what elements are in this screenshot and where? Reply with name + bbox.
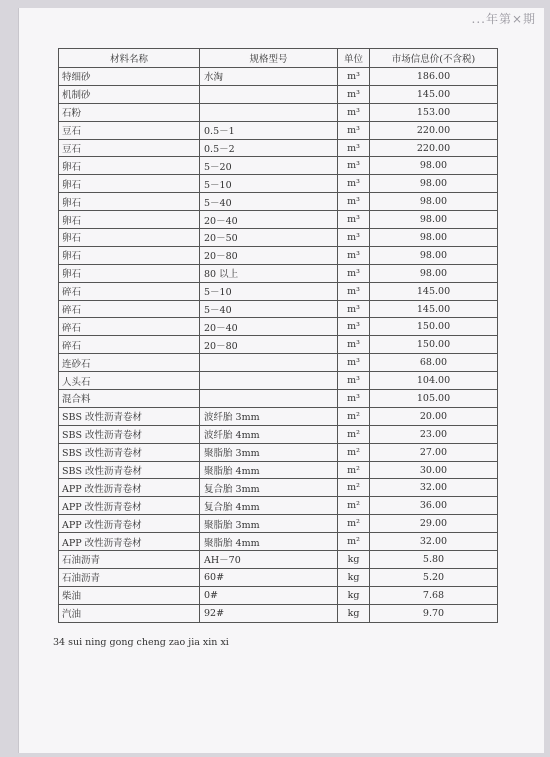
- cell-material-name: APP 改性沥青卷材: [59, 515, 200, 533]
- cell-material-name: 卵石: [59, 229, 200, 247]
- table-row: [59, 407, 498, 425]
- cell-unit: m³: [338, 85, 370, 103]
- header-unit: 单位: [338, 49, 370, 68]
- table-row: [59, 264, 498, 282]
- table-row: [59, 461, 498, 479]
- cell-price: 145.00: [370, 300, 498, 318]
- table-row: [59, 282, 498, 300]
- cell-spec: 聚脂胎 3mm: [200, 515, 338, 533]
- cell-unit: m³: [338, 282, 370, 300]
- cell-price: 98.00: [370, 193, 498, 211]
- cell-price: 98.00: [370, 157, 498, 175]
- cell-unit: m³: [338, 336, 370, 354]
- table-row: [59, 479, 498, 497]
- cell-price: 145.00: [370, 85, 498, 103]
- cell-price: 30.00: [370, 461, 498, 479]
- cell-unit: m²: [338, 515, 370, 533]
- header-mark: ...年第×期: [471, 12, 536, 26]
- cell-material-name: SBS 改性沥青卷材: [59, 425, 200, 443]
- cell-spec: [200, 85, 338, 103]
- cell-spec: 20－80: [200, 336, 338, 354]
- table-row: [59, 533, 498, 551]
- cell-spec: 5－40: [200, 193, 338, 211]
- cell-unit: m³: [338, 157, 370, 175]
- table-row: [59, 497, 498, 515]
- table-row: [59, 586, 498, 604]
- cell-unit: m³: [338, 390, 370, 408]
- table-row: [59, 604, 498, 622]
- cell-spec: 20－40: [200, 211, 338, 229]
- cell-material-name: 豆石: [59, 121, 200, 139]
- table-row: [59, 193, 498, 211]
- cell-price: 68.00: [370, 354, 498, 372]
- cell-price: 220.00: [370, 121, 498, 139]
- cell-unit: m³: [338, 103, 370, 121]
- cell-material-name: 碎石: [59, 336, 200, 354]
- cell-price: 104.00: [370, 372, 498, 390]
- cell-material-name: 汽油: [59, 604, 200, 622]
- cell-unit: kg: [338, 586, 370, 604]
- cell-spec: 20－80: [200, 246, 338, 264]
- table-row: [59, 354, 498, 372]
- cell-material-name: 卵石: [59, 175, 200, 193]
- header-price: 市场信息价(不含税): [370, 49, 498, 68]
- cell-material-name: 卵石: [59, 264, 200, 282]
- cell-material-name: 机制砂: [59, 85, 200, 103]
- cell-material-name: 卵石: [59, 193, 200, 211]
- cell-material-name: APP 改性沥青卷材: [59, 479, 200, 497]
- cell-unit: m³: [338, 372, 370, 390]
- cell-material-name: SBS 改性沥青卷材: [59, 443, 200, 461]
- cell-unit: m³: [338, 246, 370, 264]
- table-row: [59, 443, 498, 461]
- cell-price: 27.00: [370, 443, 498, 461]
- cell-spec: 80 以上: [200, 264, 338, 282]
- cell-spec: 5－40: [200, 300, 338, 318]
- cell-unit: m³: [338, 68, 370, 86]
- cell-price: 23.00: [370, 425, 498, 443]
- cell-material-name: 连砂石: [59, 354, 200, 372]
- cell-spec: [200, 354, 338, 372]
- cell-spec: 5－10: [200, 282, 338, 300]
- cell-material-name: 碎石: [59, 318, 200, 336]
- cell-price: 29.00: [370, 515, 498, 533]
- cell-spec: AH－70: [200, 551, 338, 569]
- cell-price: 32.00: [370, 533, 498, 551]
- cell-price: 153.00: [370, 103, 498, 121]
- cell-price: 98.00: [370, 229, 498, 247]
- cell-spec: 20－40: [200, 318, 338, 336]
- cell-unit: m³: [338, 300, 370, 318]
- cell-spec: 0#: [200, 586, 338, 604]
- cell-material-name: 人头石: [59, 372, 200, 390]
- cell-material-name: 卵石: [59, 246, 200, 264]
- cell-unit: m³: [338, 229, 370, 247]
- cell-price: 5.20: [370, 568, 498, 586]
- cell-price: 150.00: [370, 336, 498, 354]
- table-row: [59, 246, 498, 264]
- cell-spec: 聚脂胎 3mm: [200, 443, 338, 461]
- cell-material-name: 卵石: [59, 157, 200, 175]
- cell-price: 98.00: [370, 264, 498, 282]
- cell-unit: kg: [338, 568, 370, 586]
- cell-unit: kg: [338, 604, 370, 622]
- cell-material-name: 卵石: [59, 211, 200, 229]
- cell-material-name: 豆石: [59, 139, 200, 157]
- cell-unit: m³: [338, 193, 370, 211]
- cell-material-name: APP 改性沥青卷材: [59, 497, 200, 515]
- cell-price: 145.00: [370, 282, 498, 300]
- cell-unit: m³: [338, 121, 370, 139]
- cell-unit: m³: [338, 264, 370, 282]
- cell-price: 220.00: [370, 139, 498, 157]
- cell-spec: 0.5－2: [200, 139, 338, 157]
- cell-spec: 波纤胎 3mm: [200, 407, 338, 425]
- table-row: [59, 372, 498, 390]
- cell-material-name: 石油沥青: [59, 568, 200, 586]
- cell-price: 7.68: [370, 586, 498, 604]
- cell-unit: kg: [338, 551, 370, 569]
- cell-price: 186.00: [370, 68, 498, 86]
- cell-unit: m³: [338, 354, 370, 372]
- cell-material-name: SBS 改性沥青卷材: [59, 461, 200, 479]
- cell-spec: 5－20: [200, 157, 338, 175]
- table-row: [59, 515, 498, 533]
- table-row: [59, 300, 498, 318]
- document-page: [18, 8, 544, 753]
- cell-spec: [200, 390, 338, 408]
- cell-spec: 5－10: [200, 175, 338, 193]
- table-row: [59, 85, 498, 103]
- cell-price: 150.00: [370, 318, 498, 336]
- cell-price: 98.00: [370, 211, 498, 229]
- cell-material-name: SBS 改性沥青卷材: [59, 407, 200, 425]
- cell-material-name: 碎石: [59, 300, 200, 318]
- table-body: [59, 68, 498, 623]
- cell-price: 36.00: [370, 497, 498, 515]
- table-row: [59, 103, 498, 121]
- table-row: [59, 157, 498, 175]
- cell-unit: m²: [338, 533, 370, 551]
- cell-price: 98.00: [370, 246, 498, 264]
- table-row: [59, 568, 498, 586]
- cell-spec: 92#: [200, 604, 338, 622]
- price-table: [58, 48, 498, 623]
- cell-unit: m²: [338, 479, 370, 497]
- cell-unit: m³: [338, 211, 370, 229]
- cell-unit: m²: [338, 407, 370, 425]
- table-row: [59, 121, 498, 139]
- cell-spec: [200, 103, 338, 121]
- cell-spec: 复合胎 3mm: [200, 479, 338, 497]
- cell-material-name: 石油沥青: [59, 551, 200, 569]
- cell-price: 98.00: [370, 175, 498, 193]
- cell-unit: m²: [338, 461, 370, 479]
- cell-spec: 聚脂胎 4mm: [200, 533, 338, 551]
- cell-unit: m²: [338, 497, 370, 515]
- cell-price: 5.80: [370, 551, 498, 569]
- cell-material-name: 特细砂: [59, 68, 200, 86]
- cell-unit: m³: [338, 318, 370, 336]
- cell-spec: 水淘: [200, 68, 338, 86]
- cell-price: 32.00: [370, 479, 498, 497]
- cell-price: 105.00: [370, 390, 498, 408]
- cell-unit: m³: [338, 175, 370, 193]
- page-footer: 34 sui ning gong cheng zao jia xin xi: [53, 637, 229, 648]
- cell-spec: 20－50: [200, 229, 338, 247]
- table-row: [59, 390, 498, 408]
- cell-unit: m²: [338, 425, 370, 443]
- table-row: [59, 68, 498, 86]
- table-row: [59, 318, 498, 336]
- table-row: [59, 175, 498, 193]
- table-row: [59, 551, 498, 569]
- cell-unit: m²: [338, 443, 370, 461]
- cell-material-name: 柴油: [59, 586, 200, 604]
- header-material-name: 材料名称: [59, 49, 200, 68]
- table-row: [59, 425, 498, 443]
- cell-spec: [200, 372, 338, 390]
- cell-material-name: 碎石: [59, 282, 200, 300]
- header-spec: 规格型号: [200, 49, 338, 68]
- cell-spec: 波纤胎 4mm: [200, 425, 338, 443]
- cell-material-name: 石粉: [59, 103, 200, 121]
- cell-spec: 60#: [200, 568, 338, 586]
- table-row: [59, 139, 498, 157]
- cell-material-name: APP 改性沥青卷材: [59, 533, 200, 551]
- cell-material-name: 混合料: [59, 390, 200, 408]
- cell-price: 9.70: [370, 604, 498, 622]
- table-row: [59, 211, 498, 229]
- cell-spec: 0.5－1: [200, 121, 338, 139]
- cell-spec: 聚脂胎 4mm: [200, 461, 338, 479]
- table-row: [59, 229, 498, 247]
- table-header-row: [59, 49, 498, 68]
- cell-unit: m³: [338, 139, 370, 157]
- table-row: [59, 336, 498, 354]
- cell-spec: 复合胎 4mm: [200, 497, 338, 515]
- cell-price: 20.00: [370, 407, 498, 425]
